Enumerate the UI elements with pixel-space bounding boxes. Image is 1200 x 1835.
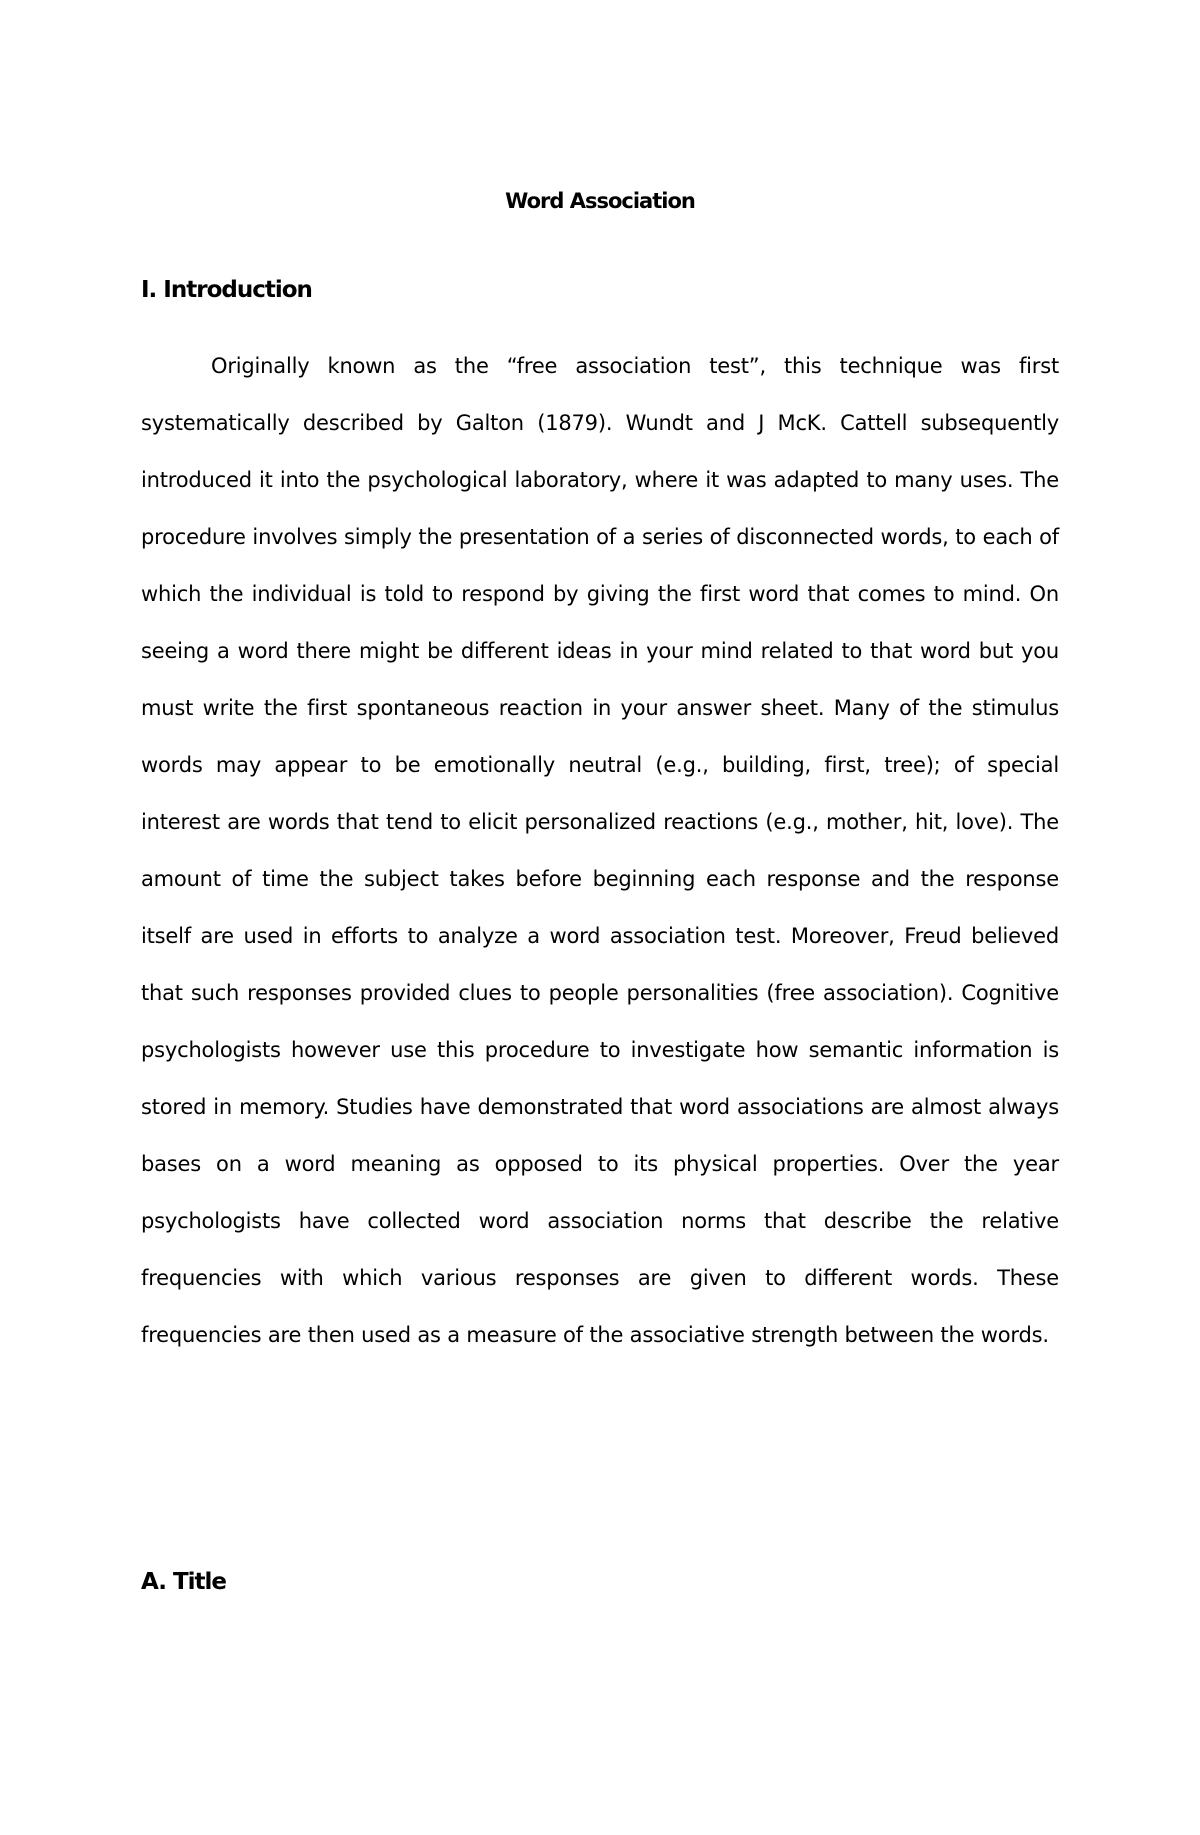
section-heading-title: A. Title bbox=[141, 1569, 227, 1595]
document-title: Word Association bbox=[505, 189, 695, 213]
section-heading-introduction: I. Introduction bbox=[141, 277, 312, 303]
introduction-paragraph: Originally known as the “free association test”, this technique was first systematically described by Galton (1879). Wundt and J McK. Cattell subsequently introduced it into the psychological laboratory, where it was adapted to many uses. The procedure involves simply the presentation of a series of disconnected words, to each of which the individual is told to respond by giving the first word that comes to mind. On seeing a word there might be different ideas in your mind related to that word but you must write the first spontaneous reaction in your answer sheet. Many of the stimulus words may appear to be emotionally neutral (e.g., building, first, tree); of special interest are words that tend to elicit personalized reactions (e.g., mother, hit, love). The amount of time the subject takes before beginning each response and the response itself are used in efforts to analyze a word association test. Moreover, Freud believed that such responses provided clues to people personalities (free association). Cognitive psychologists however use this procedure to investigate how semantic information is stored in memory. Studies have demonstrated that word associations are almost always bases on a word meaning as opposed to its physical properties. Over the year psychologists have collected word association norms that describe the relative frequencies with which various responses are given to different words. These frequencies are then used as a measure of the associative strength between the words. bbox=[141, 354, 1059, 1347]
